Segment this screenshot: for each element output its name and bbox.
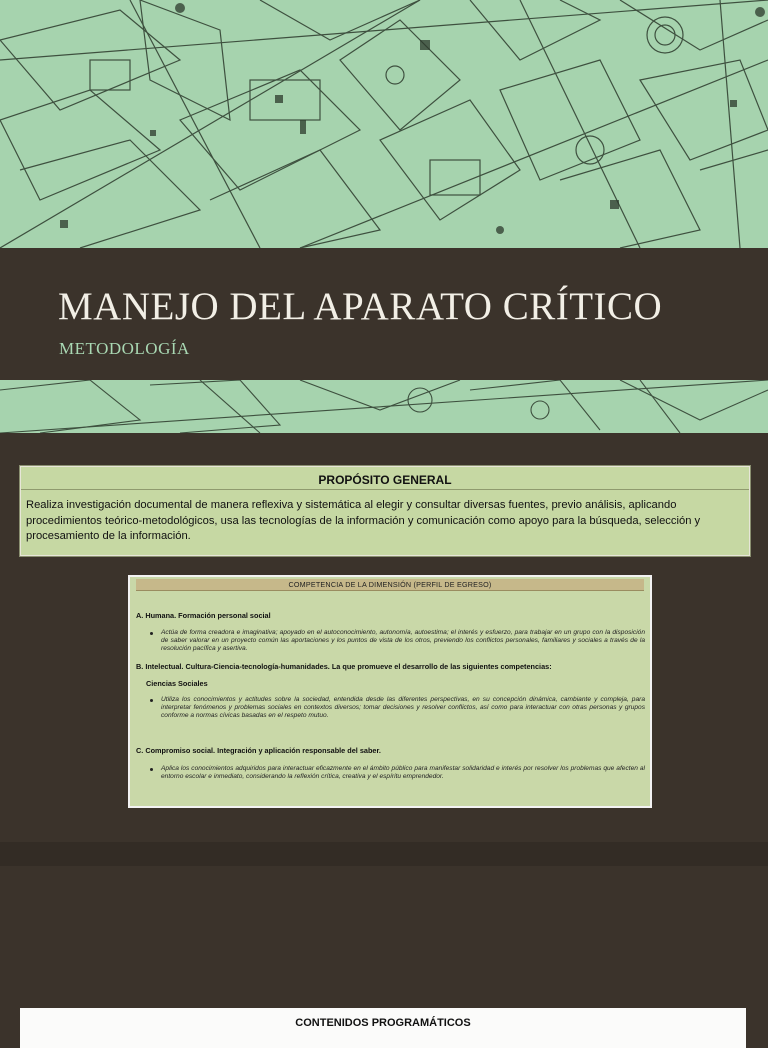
section-b-heading: B. Intelectual. Cultura-Ciencia-tecnología-humanidades. La que promueve el desarrollo de las siguientes competencias: (136, 662, 552, 671)
page-title: MANEJO DEL APARATO CRÍTICO (58, 285, 663, 328)
purpose-heading: PROPÓSITO GENERAL (318, 473, 452, 487)
banner-strip-image (0, 380, 768, 433)
section-c-text: Aplica los conocimientos adquiridos para interactuar eficazmente en el ámbito público para manifestar solidaridad e interés por resolver los problemas que afecten al entorno escolar e inmediato, considerando la reflexión crítica, creativa y el espíritu emprendedor. (161, 765, 645, 780)
contents-heading: CONTENIDOS PROGRAMÁTICOS (295, 1017, 471, 1029)
bullet-icon (150, 699, 153, 702)
bullet-icon (150, 632, 153, 635)
purpose-divider (21, 489, 749, 490)
bullet-icon (150, 768, 153, 771)
city-sketch-illustration (0, 0, 768, 248)
section-a-heading: A. Humana. Formación personal social (136, 611, 271, 620)
section-divider-band (0, 842, 768, 866)
purpose-text: Realiza investigación documental de manera reflexiva y sistemática al elegir y consultar diversas fuentes, previo análisis, aplicando procedimientos teórico-metodológicos, usa las tecnologías de la información y comunicación como apoyo para la búsqueda, selección y procesamiento de la información. (26, 499, 701, 542)
page-subtitle: METODOLOGÍA (59, 339, 190, 358)
section-c-heading: C. Compromiso social. Integración y aplicación responsable del saber. (136, 746, 381, 755)
section-a-text: Actúa de forma creadora e imaginativa; apoyado en el autoconocimiento, autonomía, autoestima; el interés y esfuerzo, para trabajar en un grupo con la disposición de saber valorar en un proyecto común las aportaciones y los puntos de vista de los otros, previendo los conflictos personales, familiares y sociales a través de la resolución pacífica y asertiva. (161, 629, 645, 652)
section-b-subheading: Ciencias Sociales (146, 679, 208, 688)
contents-panel (20, 1008, 746, 1048)
header-banner-image (0, 0, 768, 248)
competency-heading: COMPETENCIA DE LA DIMENSIÓN (PERFIL DE EGRESO) (136, 579, 644, 591)
purpose-panel (20, 466, 750, 556)
city-sketch-strip (0, 380, 768, 433)
competency-panel (128, 575, 652, 808)
section-b-text: Utiliza los conocimientos y actitudes sobre la sociedad, entendida desde las diferentes perspectivas, en su concepción dinámica, cambiante y compleja, para interpretar fenómenos y problemas sociales en contextos diversos; tomar decisiones y resolver conflictos, así como para interactuar con otras personas y grupos conforme a normas cívicas basadas en el respeto mutuo. (161, 696, 645, 719)
